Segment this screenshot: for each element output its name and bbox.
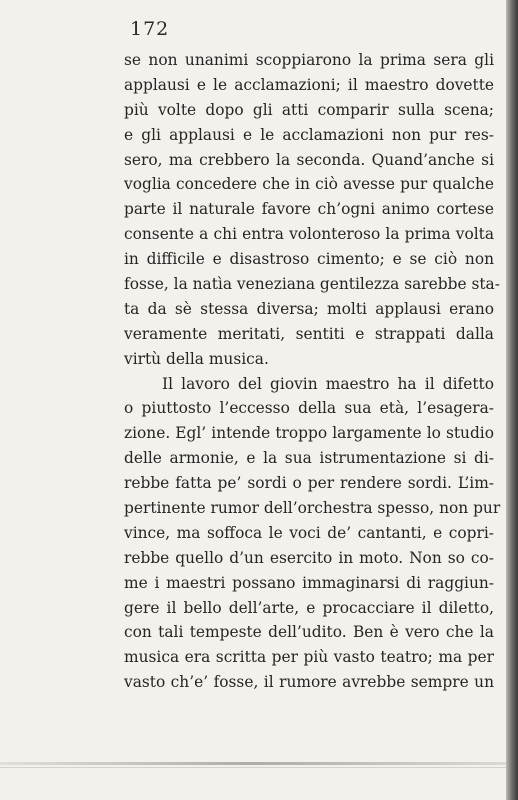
text-line: sero, ma crebbero la seconda. Quand’anche si — [124, 150, 494, 169]
text-line: rebbe fatta pe’ sordi o per rendere sordi. L’im- — [124, 474, 494, 493]
body-text — [124, 48, 501, 695]
text-line: applausi e le acclamazioni; il maestro dovette — [124, 75, 494, 94]
text-line: me i maestri possano immaginarsi di raggiun- — [124, 573, 494, 592]
paragraph-1 — [124, 48, 500, 372]
text-line: zione. Egl’ intende troppo largamente lo studio — [124, 424, 494, 443]
text-line: in difficile e disastroso cimento; e se ciò non — [124, 250, 494, 269]
text-line: rebbe quello d’un esercito in moto. Non so co- — [124, 548, 494, 567]
text-line: consente a chi entra volonteroso la prima volta — [124, 225, 494, 244]
text-line: pertinente rumor dell’orchestra spesso, non pur — [124, 499, 501, 518]
text-line: se non unanimi scoppiarono la prima sera gli — [124, 51, 494, 69]
text-line: gere il bello dell’arte, e procacciare il diletto, — [124, 598, 494, 617]
text-line: musica era scritta per più vasto teatro; ma per — [124, 648, 494, 667]
text-line: con tali tempeste dell’udito. Ben è vero che la — [124, 623, 494, 642]
text-line: fosse, la natìa veneziana gentilezza sarebbe sta- — [124, 275, 500, 294]
text-line: vince, ma soffoca le voci de’ cantanti, e copri- — [124, 523, 494, 542]
page-number: 172 — [130, 18, 170, 40]
text-line: veramente meritati, sentiti e strappati dalla — [124, 324, 494, 343]
text-line: o piuttosto l’eccesso della sua età, l’esagera- — [124, 399, 494, 418]
text-line: più volte dopo gli atti comparir sulla scena; — [124, 100, 494, 119]
page-edge-shadow — [0, 762, 506, 765]
text-line: virtù della musica. — [124, 349, 269, 368]
text-line: vasto ch’e’ fosse, il rumore avrebbe sempre un — [124, 673, 494, 692]
text-line: Il lavoro del giovin maestro ha il difetto — [162, 374, 494, 393]
text-line: voglia concedere che in ciò avesse pur qualche — [124, 175, 494, 194]
paragraph-2 — [124, 372, 501, 696]
page-edge-line — [0, 767, 506, 768]
text-line: e gli applausi e le acclamazioni non pur res- — [124, 125, 494, 144]
text-line: delle armonie, e la sua istrumentazione si di- — [124, 449, 494, 468]
book-spine-shadow — [506, 0, 518, 800]
text-line: ta da sè stessa diversa; molti applausi erano — [124, 299, 494, 318]
text-line: parte il naturale favore ch’ogni animo cortese — [124, 200, 494, 219]
